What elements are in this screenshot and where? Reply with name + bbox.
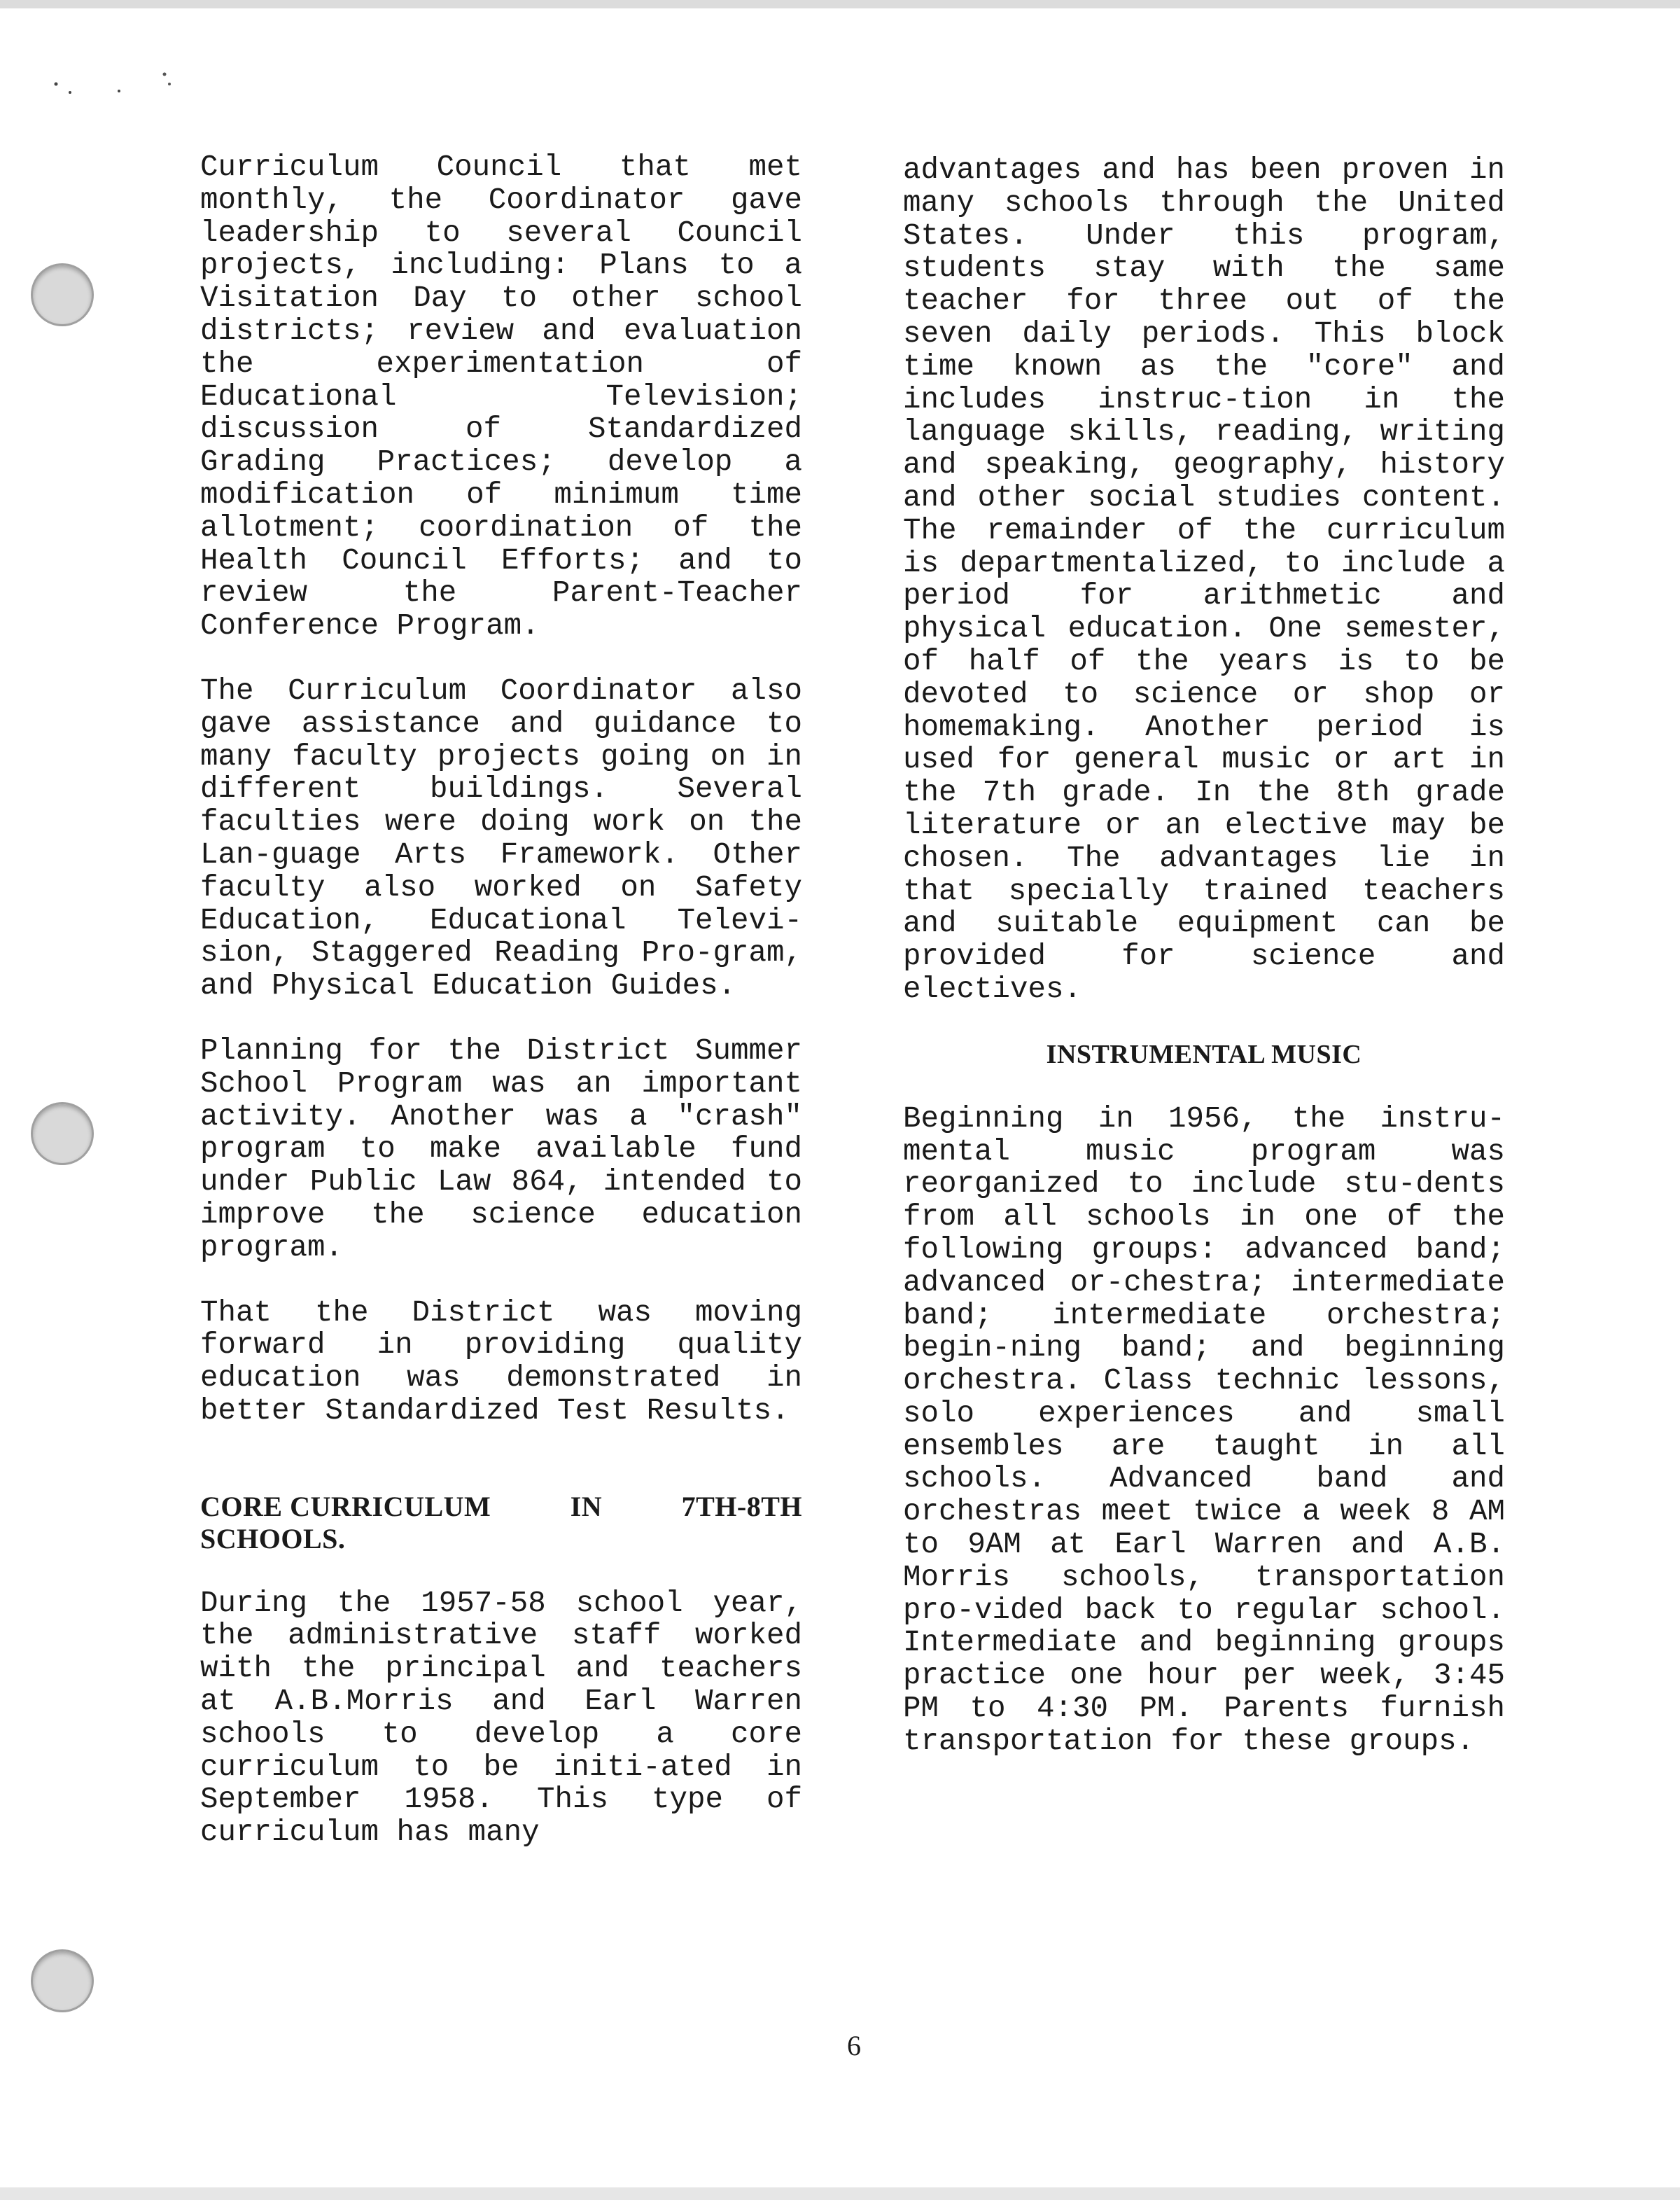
core-heading-part4: SCHOOLS. xyxy=(200,1522,346,1554)
instrumental-music-heading: INSTRUMENTAL MUSIC xyxy=(1046,1039,1362,1069)
core-heading-part2: IN xyxy=(570,1490,603,1522)
council-paragraph: Curriculum Council that met monthly, the Coordinator gave leadership to several Council projects, including: Plans to a Visitation Day to other school districts; review and evaluation the experimentation of Educational Television; discussion of Standardized Grading Practices; develop a modification of minimum time allotment; coordination of the Health Council Efforts; and to review the Parent-Teacher Conference Program. xyxy=(200,151,802,643)
scan-specks xyxy=(49,63,189,105)
page-number: 6 xyxy=(847,2030,861,2061)
summer-school-paragraph: Planning for the District Summer School Program was an important activity. Another was a "crash" program to make available fund under Public Law 864, intended to improve the science education program. xyxy=(200,1033,802,1265)
left-column xyxy=(200,151,802,1881)
right-column xyxy=(903,154,1505,1790)
core-advantages-paragraph: advantages and has been proven in many schools through the United States. Under this program, students stay with the same teacher for three out of the seven daily periods. This block time known as the "core" and includes instruc-tion in the language skills, reading, writing and speaking, geography, history and other social studies content. The remainder of the curriculum is departmentalized, to include a period for arithmetic and physical education. One semester, of half of the years is to be devoted to science or shop or homemaking. Another period is used for general music or art in the 7th grade. In the 8th grade literature or an elective may be chosen. The advantages lie in that specially trained teachers and suitable equipment can be provided for science and electives. xyxy=(903,153,1505,1006)
coordinator-paragraph: The Curriculum Coordinator also gave assistance and guidance to many faculty projects going on in different buildings. Several faculties were doing work on the Lan-guage Arts Framework. Other faculty also worked on Safety Education, Educational Televi-sion, Staggered Reading Pro-gram, and Physical Education Guides. xyxy=(200,674,802,1003)
test-results-paragraph: That the District was moving forward in providing quality education was demonstrated in better Standardized Test Results. xyxy=(200,1295,802,1428)
punch-hole-top xyxy=(31,263,94,326)
core-curriculum-heading xyxy=(200,1491,802,1555)
instrumental-music-paragraph: Beginning in 1956, the instru-mental music program was reorganized to include stu-dents from all schools in one of the following groups: advanced band; advanced or-chestra; intermediate band; intermediate orchestra; begin-ning band; and beginning orchestra. Class technic lessons, solo experiences and small ensembles are taught in all schools. Advanced band and orchestras meet twice a week 8 AM to 9AM at Earl Warren and A.B. Morris schools, transportation pro-vided back to regular school. Intermediate and beginning groups practice one hour per week, 3:45 PM to 4:30 PM. Parents furnish transportation for these groups. xyxy=(903,1101,1505,1758)
scan-bottom-edge xyxy=(0,2187,1680,2200)
core-curriculum-paragraph: During the 1957-58 school year, the administrative staff worked with the principal and teachers at A.B.Morris and Earl Warren schools to develop a core curriculum to be initi-ated in September 1958. This type of curriculum has many xyxy=(200,1586,802,1850)
punch-hole-bottom xyxy=(31,1949,94,2012)
scan-top-edge xyxy=(0,0,1680,8)
core-heading-part3: 7TH-8TH xyxy=(681,1490,802,1522)
core-heading-part1: CORE CURRICULUM xyxy=(200,1490,491,1522)
punch-hole-middle xyxy=(31,1102,94,1165)
